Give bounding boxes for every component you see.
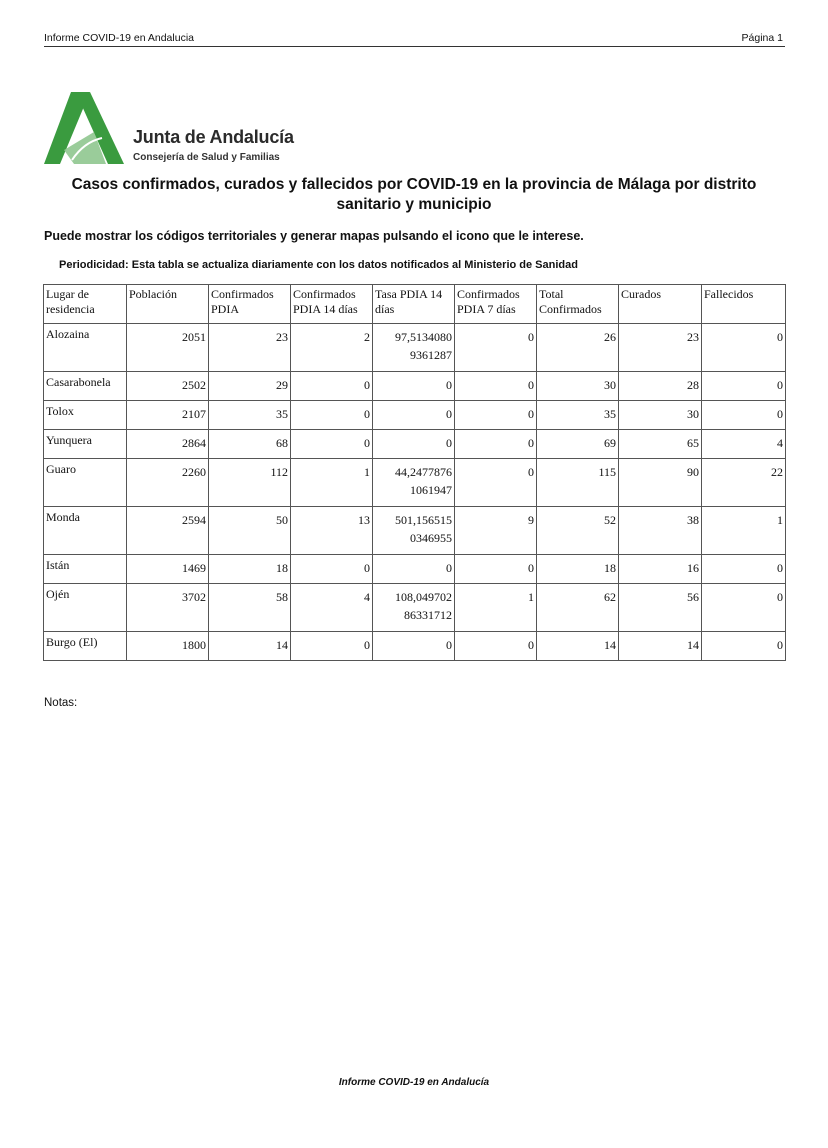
cell-fallecidos: 0 [702, 584, 786, 632]
tasa-part-2: 0346955 [410, 531, 452, 545]
cell-conf-pdia: 35 [209, 401, 291, 430]
org-name: Junta de Andalucía [133, 127, 294, 147]
page-header [44, 32, 785, 47]
cell-conf-14: 1 [291, 459, 373, 507]
cell-conf-14: 2 [291, 324, 373, 372]
cell-conf-14: 4 [291, 584, 373, 632]
covid-cases-table [43, 284, 786, 661]
cell-curados: 30 [619, 401, 702, 430]
cell-poblacion: 2051 [127, 324, 209, 372]
header-report-name: Informe COVID-19 en Andalucia [44, 32, 194, 44]
table-row [44, 430, 786, 459]
column-header: Confirmados PDIA 7 días [455, 285, 537, 324]
table-row [44, 507, 786, 555]
cell-place: Ojén [44, 584, 127, 632]
cell-conf-14: 0 [291, 632, 373, 661]
table-row [44, 324, 786, 372]
cell-conf-7: 0 [455, 372, 537, 401]
cell-conf-pdia: 68 [209, 430, 291, 459]
column-header: Confirmados PDIA [209, 285, 291, 324]
cell-total: 69 [537, 430, 619, 459]
cell-poblacion: 2260 [127, 459, 209, 507]
cell-conf-7: 9 [455, 507, 537, 555]
cell-tasa: 0 [373, 372, 455, 401]
cell-total: 30 [537, 372, 619, 401]
table-row [44, 584, 786, 632]
table-row [44, 555, 786, 584]
column-header: Lugar de residencia [44, 285, 127, 324]
cell-tasa [373, 507, 455, 555]
cell-conf-7: 0 [455, 324, 537, 372]
column-header: Confirmados PDIA 14 días [291, 285, 373, 324]
cell-conf-7: 0 [455, 401, 537, 430]
junta-andalucia-logo [44, 92, 124, 166]
cell-fallecidos: 0 [702, 555, 786, 584]
org-department: Consejería de Salud y Familias [133, 152, 280, 163]
tasa-part-1: 97,5134080 [395, 330, 452, 344]
cell-place: Alozaina [44, 324, 127, 372]
cell-curados: 90 [619, 459, 702, 507]
cell-conf-14: 0 [291, 401, 373, 430]
column-header: Curados [619, 285, 702, 324]
cell-total: 35 [537, 401, 619, 430]
page-footer: Informe COVID-19 en Andalucía [338, 1077, 490, 1088]
cell-conf-14: 0 [291, 372, 373, 401]
table-row [44, 372, 786, 401]
cell-curados: 16 [619, 555, 702, 584]
title-line-2: sanitario y municipio [336, 196, 492, 213]
cell-conf-pdia: 23 [209, 324, 291, 372]
title-line-1: Casos confirmados, curados y fallecidos por COVID-19 en la provincia de Málaga por distrito [71, 176, 757, 193]
cell-fallecidos: 4 [702, 430, 786, 459]
cell-fallecidos: 0 [702, 632, 786, 661]
cell-conf-pdia: 18 [209, 555, 291, 584]
cell-place: Tolox [44, 401, 127, 430]
cell-curados: 56 [619, 584, 702, 632]
cell-place: Istán [44, 555, 127, 584]
cell-fallecidos: 0 [702, 324, 786, 372]
table-header-row [44, 285, 786, 324]
cell-conf-pdia: 14 [209, 632, 291, 661]
cell-fallecidos: 0 [702, 372, 786, 401]
cell-conf-pdia: 29 [209, 372, 291, 401]
tasa-part-1: 108,049702 [395, 590, 452, 604]
cell-conf-7: 1 [455, 584, 537, 632]
table-row [44, 401, 786, 430]
cell-tasa [373, 324, 455, 372]
cell-place: Monda [44, 507, 127, 555]
cell-total: 18 [537, 555, 619, 584]
cell-conf-14: 0 [291, 555, 373, 584]
header-page-number: Página 1 [741, 32, 783, 44]
tasa-part-1: 44,2477876 [395, 465, 452, 479]
cell-place: Burgo (El) [44, 632, 127, 661]
table-row [44, 459, 786, 507]
cell-conf-7: 0 [455, 555, 537, 584]
column-header: Fallecidos [702, 285, 786, 324]
cell-conf-7: 0 [455, 632, 537, 661]
cell-curados: 28 [619, 372, 702, 401]
cell-poblacion: 1800 [127, 632, 209, 661]
tasa-part-2: 86331712 [404, 608, 452, 622]
cell-fallecidos: 1 [702, 507, 786, 555]
cell-tasa [373, 584, 455, 632]
cell-curados: 14 [619, 632, 702, 661]
cell-place: Guaro [44, 459, 127, 507]
cell-fallecidos: 22 [702, 459, 786, 507]
cell-tasa: 0 [373, 632, 455, 661]
cell-place: Casarabonela [44, 372, 127, 401]
cell-curados: 38 [619, 507, 702, 555]
cell-poblacion: 1469 [127, 555, 209, 584]
cell-tasa: 0 [373, 401, 455, 430]
tasa-part-2: 9361287 [410, 348, 452, 362]
notes-label: Notas: [44, 697, 78, 709]
cell-conf-7: 0 [455, 430, 537, 459]
column-header: Población [127, 285, 209, 324]
cell-conf-7: 0 [455, 459, 537, 507]
tasa-part-1: 501,156515 [395, 513, 452, 527]
cell-total: 14 [537, 632, 619, 661]
cell-conf-pdia: 50 [209, 507, 291, 555]
cell-poblacion: 2502 [127, 372, 209, 401]
cell-conf-pdia: 58 [209, 584, 291, 632]
page-title [30, 175, 798, 215]
column-header: Total Confirmados [537, 285, 619, 324]
cell-conf-14: 13 [291, 507, 373, 555]
cell-poblacion: 3702 [127, 584, 209, 632]
cell-conf-pdia: 112 [209, 459, 291, 507]
cell-curados: 23 [619, 324, 702, 372]
cell-curados: 65 [619, 430, 702, 459]
cell-tasa: 0 [373, 555, 455, 584]
cell-place: Yunquera [44, 430, 127, 459]
cell-poblacion: 2107 [127, 401, 209, 430]
cell-total: 62 [537, 584, 619, 632]
cell-tasa [373, 459, 455, 507]
cell-poblacion: 2594 [127, 507, 209, 555]
cell-total: 52 [537, 507, 619, 555]
cell-tasa: 0 [373, 430, 455, 459]
cell-conf-14: 0 [291, 430, 373, 459]
periodicity-note: Periodicidad: Esta tabla se actualiza diariamente con los datos notificados al Ministerio de Sanidad [59, 259, 578, 271]
tasa-part-2: 1061947 [410, 483, 452, 497]
subtitle: Puede mostrar los códigos territoriales y generar mapas pulsando el icono que le interese. [44, 229, 584, 243]
cell-fallecidos: 0 [702, 401, 786, 430]
cell-total: 26 [537, 324, 619, 372]
cell-total: 115 [537, 459, 619, 507]
column-header: Tasa PDIA 14 días [373, 285, 455, 324]
cell-poblacion: 2864 [127, 430, 209, 459]
table-row [44, 632, 786, 661]
